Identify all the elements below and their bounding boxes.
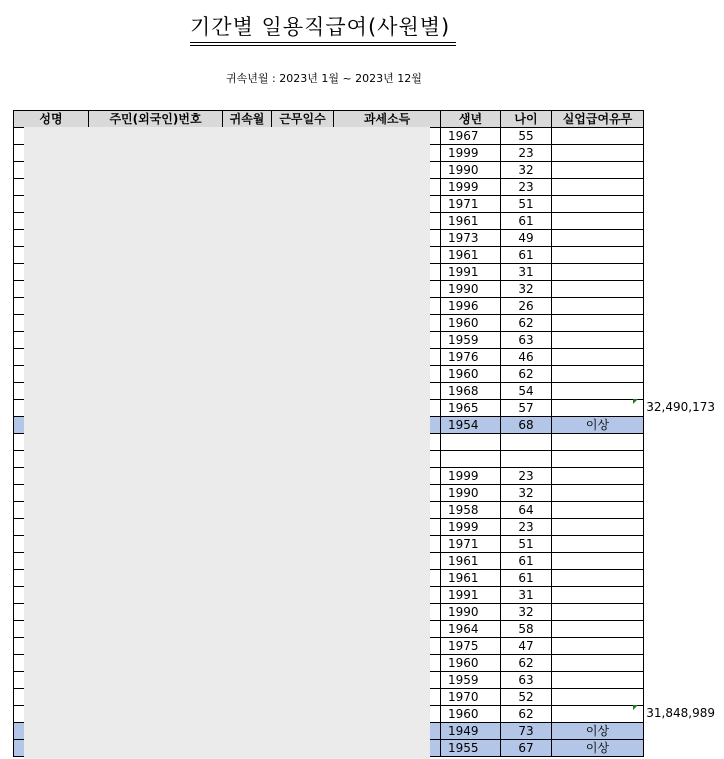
age-cell[interactable]: 62	[501, 315, 552, 332]
age-cell[interactable]: 23	[501, 468, 552, 485]
unemployment-flag-cell[interactable]	[552, 230, 644, 247]
birth-year-cell[interactable]: 1990	[441, 604, 501, 621]
period-label: 귀속년월 : 2023년 1월 ~ 2023년 12월	[226, 72, 422, 85]
unemployment-flag-cell[interactable]	[552, 400, 644, 417]
age-cell[interactable]: 32	[501, 281, 552, 298]
age-cell[interactable]: 61	[501, 553, 552, 570]
birth-year-cell[interactable]: 1971	[441, 536, 501, 553]
birth-year-cell[interactable]: 1958	[441, 502, 501, 519]
age-cell[interactable]: 61	[501, 213, 552, 230]
age-cell[interactable]: 31	[501, 264, 552, 281]
age-cell[interactable]	[501, 434, 552, 451]
unemployment-flag-cell[interactable]	[552, 485, 644, 502]
birth-year-cell[interactable]: 1991	[441, 587, 501, 604]
age-cell[interactable]: 63	[501, 672, 552, 689]
birth-year-cell[interactable]: 1960	[441, 366, 501, 383]
birth-year-cell[interactable]: 1999	[441, 179, 501, 196]
unemployment-flag-cell[interactable]	[552, 604, 644, 621]
age-cell[interactable]	[501, 451, 552, 468]
birth-year-cell[interactable]: 1960	[441, 655, 501, 672]
birth-year-cell[interactable]: 1976	[441, 349, 501, 366]
age-cell[interactable]: 52	[501, 689, 552, 706]
birth-year-cell[interactable]	[441, 434, 501, 451]
unemployment-flag-cell[interactable]	[552, 179, 644, 196]
col-header-taxable-income[interactable]: 과세소득	[334, 111, 441, 128]
age-cell[interactable]: 61	[501, 247, 552, 264]
age-cell[interactable]: 23	[501, 519, 552, 536]
unemployment-flag-cell[interactable]	[552, 655, 644, 672]
unemployment-flag-cell[interactable]	[552, 264, 644, 281]
birth-year-cell[interactable]: 1955	[441, 740, 501, 757]
unemployment-flag-cell[interactable]	[552, 128, 644, 145]
birth-year-cell[interactable]: 1959	[441, 672, 501, 689]
birth-year-cell[interactable]: 1971	[441, 196, 501, 213]
subtotal-value: 31,848,989	[646, 706, 715, 720]
unemployment-flag-cell[interactable]	[552, 332, 644, 349]
col-header-id-number[interactable]: 주민(외국인)번호	[89, 111, 223, 128]
birth-year-cell[interactable]: 1967	[441, 128, 501, 145]
unemployment-flag-cell[interactable]	[552, 366, 644, 383]
birth-year-cell[interactable]: 1949	[441, 723, 501, 740]
col-header-birth-year[interactable]: 생년	[441, 111, 501, 128]
unemployment-flag-cell[interactable]	[552, 315, 644, 332]
unemployment-flag-cell[interactable]	[552, 468, 644, 485]
age-cell[interactable]: 49	[501, 230, 552, 247]
birth-year-cell[interactable]: 1990	[441, 281, 501, 298]
unemployment-flag-cell[interactable]: 이상	[552, 417, 644, 434]
birth-year-cell[interactable]: 1961	[441, 247, 501, 264]
age-cell[interactable]: 51	[501, 196, 552, 213]
birth-year-cell[interactable]: 1961	[441, 570, 501, 587]
unemployment-flag-cell[interactable]	[552, 621, 644, 638]
unemployment-flag-cell[interactable]	[552, 536, 644, 553]
birth-year-cell[interactable]: 1990	[441, 162, 501, 179]
birth-year-cell[interactable]: 1973	[441, 230, 501, 247]
age-cell[interactable]: 73	[501, 723, 552, 740]
unemployment-flag-cell[interactable]	[552, 383, 644, 400]
col-header-unemployment-benefit[interactable]: 실업급여유무	[552, 111, 644, 128]
age-cell[interactable]: 32	[501, 485, 552, 502]
unemployment-flag-cell[interactable]	[552, 570, 644, 587]
unemployment-flag-cell[interactable]	[552, 706, 644, 723]
age-cell[interactable]: 26	[501, 298, 552, 315]
age-cell[interactable]: 62	[501, 366, 552, 383]
birth-year-cell[interactable]: 1959	[441, 332, 501, 349]
table-header-row	[14, 111, 644, 128]
unemployment-flag-cell[interactable]	[552, 689, 644, 706]
age-cell[interactable]: 58	[501, 621, 552, 638]
subtotal-value: 32,490,173	[646, 400, 715, 414]
unemployment-flag-cell[interactable]	[552, 145, 644, 162]
birth-year-cell[interactable]: 1999	[441, 145, 501, 162]
unemployment-flag-cell[interactable]	[552, 587, 644, 604]
age-cell[interactable]: 55	[501, 128, 552, 145]
age-cell[interactable]: 62	[501, 706, 552, 723]
age-cell[interactable]: 63	[501, 332, 552, 349]
birth-year-cell[interactable]: 1961	[441, 553, 501, 570]
unemployment-flag-cell[interactable]: 이상	[552, 740, 644, 757]
age-cell[interactable]: 57	[501, 400, 552, 417]
unemployment-flag-cell[interactable]	[552, 281, 644, 298]
birth-year-cell[interactable]: 1991	[441, 264, 501, 281]
unemployment-flag-cell[interactable]	[552, 298, 644, 315]
age-cell[interactable]: 23	[501, 145, 552, 162]
age-cell[interactable]: 61	[501, 570, 552, 587]
birth-year-cell[interactable]: 1996	[441, 298, 501, 315]
age-cell[interactable]: 32	[501, 604, 552, 621]
report-title: 기간별 일용직급여(사원별)	[190, 14, 456, 43]
unemployment-flag-cell[interactable]: 이상	[552, 723, 644, 740]
age-cell[interactable]: 23	[501, 179, 552, 196]
unemployment-flag-cell[interactable]	[552, 672, 644, 689]
age-cell[interactable]: 68	[501, 417, 552, 434]
birth-year-cell[interactable]: 1999	[441, 519, 501, 536]
age-cell[interactable]: 46	[501, 349, 552, 366]
unemployment-flag-cell[interactable]	[552, 162, 644, 179]
age-cell[interactable]: 31	[501, 587, 552, 604]
age-cell[interactable]: 54	[501, 383, 552, 400]
birth-year-cell[interactable]	[441, 451, 501, 468]
age-cell[interactable]: 51	[501, 536, 552, 553]
col-header-age[interactable]: 나이	[501, 111, 552, 128]
redacted-area	[24, 127, 430, 759]
unemployment-flag-cell[interactable]	[552, 349, 644, 366]
birth-year-cell[interactable]: 1954	[441, 417, 501, 434]
unemployment-flag-cell[interactable]	[552, 502, 644, 519]
unemployment-flag-cell[interactable]	[552, 213, 644, 230]
birth-year-cell[interactable]: 1990	[441, 485, 501, 502]
unemployment-flag-cell[interactable]	[552, 196, 644, 213]
age-cell[interactable]: 64	[501, 502, 552, 519]
age-cell[interactable]: 32	[501, 162, 552, 179]
col-header-name[interactable]: 성명	[14, 111, 89, 128]
col-header-attribution-month[interactable]: 귀속월	[223, 111, 272, 128]
unemployment-flag-cell[interactable]	[552, 451, 644, 468]
birth-year-cell[interactable]: 1975	[441, 638, 501, 655]
unemployment-flag-cell[interactable]	[552, 247, 644, 264]
age-cell[interactable]: 62	[501, 655, 552, 672]
birth-year-cell[interactable]: 1960	[441, 706, 501, 723]
birth-year-cell[interactable]: 1961	[441, 213, 501, 230]
birth-year-cell[interactable]: 1968	[441, 383, 501, 400]
birth-year-cell[interactable]: 1965	[441, 400, 501, 417]
unemployment-flag-cell[interactable]	[552, 638, 644, 655]
age-cell[interactable]: 47	[501, 638, 552, 655]
birth-year-cell[interactable]: 1960	[441, 315, 501, 332]
col-header-work-days[interactable]: 근무일수	[272, 111, 334, 128]
birth-year-cell[interactable]: 1964	[441, 621, 501, 638]
unemployment-flag-cell[interactable]	[552, 434, 644, 451]
age-cell[interactable]: 67	[501, 740, 552, 757]
unemployment-flag-cell[interactable]	[552, 519, 644, 536]
birth-year-cell[interactable]: 1999	[441, 468, 501, 485]
unemployment-flag-cell[interactable]	[552, 553, 644, 570]
birth-year-cell[interactable]: 1970	[441, 689, 501, 706]
